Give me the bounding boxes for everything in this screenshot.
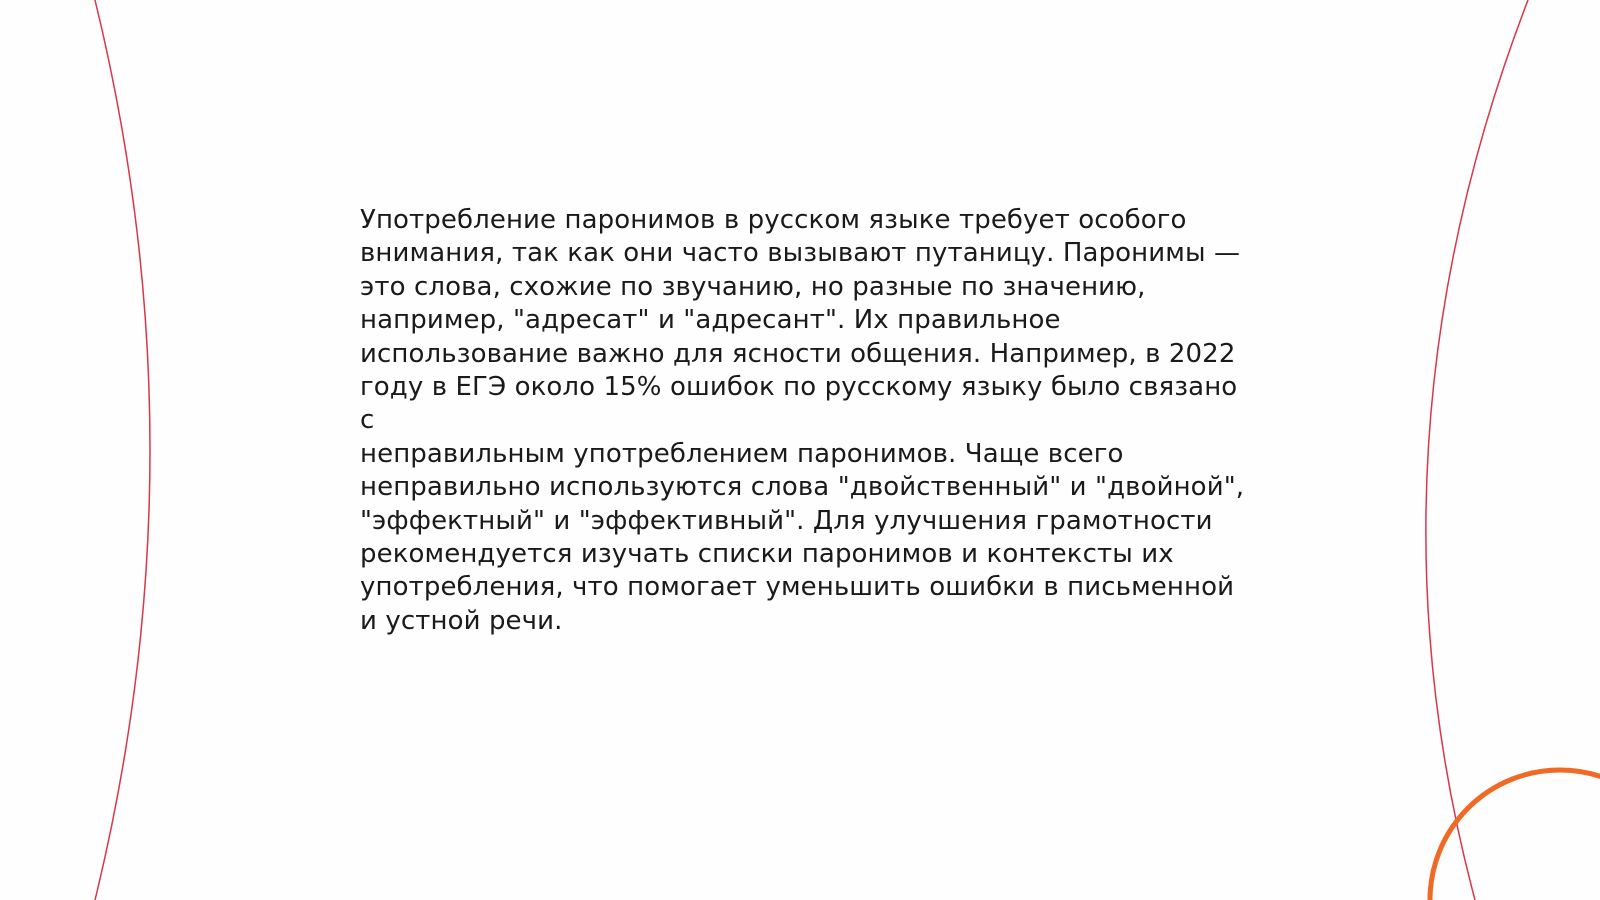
orange-circle-decoration <box>1430 770 1600 900</box>
body-paragraph: Употребление паронимов в русском языке требует особого внимания, так как они часто вызывают путаницу. Паронимы — это слова, схожие по звучанию, но разные по значению, например, "адресат" и "адресант". Их правильное использование важно для ясности общения. Например, в 2022 году в ЕГЭ около 15% ошибок по русскому языку было связано с неправильным употреблением паронимов. Чаще всего неправильно используются слова "двойственный" и "двойной", "эффектный" и "эффективный". Для улучшения грамотности рекомендуется изучать списки паронимов и контексты их употребления, что помогает уменьшить ошибки в письменной и устной речи. <box>360 205 1245 636</box>
left-arc-decoration <box>95 0 150 900</box>
right-arc-decoration <box>1426 0 1528 900</box>
